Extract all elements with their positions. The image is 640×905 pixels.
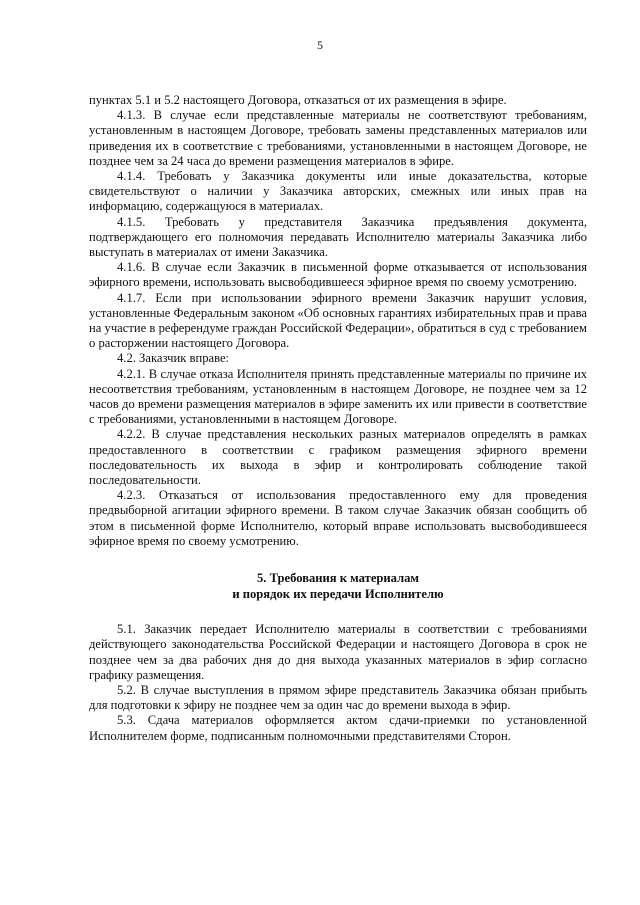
section-heading-line-1: 5. Требования к материалам (256, 571, 420, 586)
paragraph-5-1: 5.1. Заказчик передает Исполнителю материалы в соответствии с требованиями действующего законодательства Российской Федерации и настоящего Договора в срок не позднее чем за два рабочих дня до дня выхода указанных материалов в эфир согласно графику размещения. (89, 622, 587, 682)
paragraph-continuation: пунктах 5.1 и 5.2 настоящего Договора, отказаться от их размещения в эфире. (89, 93, 507, 107)
paragraph-4-2-2: 4.2.2. В случае представления нескольких разных материалов определять в рамках предоставленного в соответствии с графиком размещения эфирного времени последовательность их выхода в эфир и контролировать соблюдение такой последовательности. (89, 427, 587, 488)
paragraph-4-2-1: 4.2.1. В случае отказа Исполнителя принять представленные материалы по причине их несоответствия требованиям, установленным в настоящем Договоре, не позднее чем за 12 часов до времени размещения материалов в эфире заменить их или привести в соответствие с требованиями, установленными в настоящем Договоре. (89, 366, 587, 427)
paragraph-4-1-7: 4.1.7. Если при использовании эфирного времени Заказчик нарушит условия, установленные Федеральным законом «Об основных гарантиях избирательных прав и права на участие в референдуме граждан Российской Федерации», обратиться в суд с требованием о расторжении настоящего Договора. (89, 290, 587, 351)
section-heading-line-2: и порядок их передачи Исполнителю (232, 586, 444, 601)
paragraph-5-3: 5.3. Сдача материалов оформляется актом сдачи-приемки по установленной Исполнителем форме, подписанным полномочными представителями Сторон. (89, 713, 587, 743)
spacer (89, 602, 587, 622)
paragraph-4-1-5: 4.1.5. Требовать у представителя Заказчика предъявления документа, подтверждающего его полномочия передавать Исполнителю материалы Заказчика либо выступать в материалах от имени Заказчика. (89, 214, 587, 260)
paragraph-4-2: 4.2. Заказчик вправе: (117, 351, 230, 366)
paragraph-4-1-3: 4.1.3. В случае если представленные материалы не соответствуют требованиям, установленным в настоящем Договоре, требовать замены представленных материалов или приведения их в соответствие с требованиями, установленными в настоящем Договоре, не позднее чем за 24 часа до времени размещения материалов в эфире. (89, 108, 587, 168)
paragraph-4-1-4: 4.1.4. Требовать у Заказчика документы или иные доказательства, которые свидетельствуют о наличии у Заказчика авторских, смежных или иных прав на информацию, содержащуюся в материалах. (89, 169, 587, 214)
page-number: 5 (317, 38, 323, 52)
paragraph-4-2-3: 4.2.3. Отказаться от использования предоставленного ему для проведения предвыборной агитации эфирного времени. В таком случае Заказчик обязан сообщить об этом в письменной форме Исполнителю, который вправе использовать высвободившееся эфирное время по своему усмотрению. (89, 488, 587, 548)
document-body (89, 93, 587, 744)
paragraph-5-2: 5.2. В случае выступления в прямом эфире представитель Заказчика обязан прибыть для подготовки к эфиру не позднее чем за один час до времени выхода в эфир. (89, 682, 587, 713)
paragraph-4-1-6: 4.1.6. В случае если Заказчик в письменной форме отказывается от использования эфирного времени, использовать высвободившееся эфирное время по своему усмотрению. (89, 260, 587, 290)
spacer (89, 549, 587, 571)
